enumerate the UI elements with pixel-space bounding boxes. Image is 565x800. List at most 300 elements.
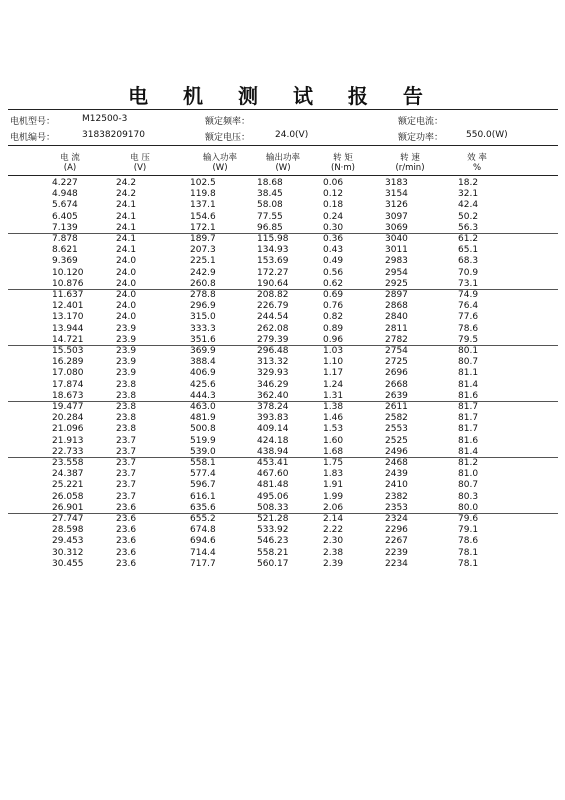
table-cell: 2811 <box>385 323 408 334</box>
table-cell: 577.4 <box>190 469 216 480</box>
table-row <box>8 458 558 469</box>
table-cell: 78.6 <box>458 536 479 547</box>
table-cell: 80.0 <box>458 502 479 513</box>
table-cell: 23.7 <box>116 458 137 468</box>
table-row <box>8 436 558 447</box>
table-cell: 61.2 <box>458 234 479 244</box>
table-row <box>8 290 558 301</box>
table-cell: 714.4 <box>190 547 216 558</box>
table-cell: 78.1 <box>458 558 479 569</box>
table-cell: 23.6 <box>116 514 137 524</box>
table-cell: 378.24 <box>257 402 289 412</box>
table-cell: 73.1 <box>458 278 479 289</box>
table-cell: 81.6 <box>458 390 479 401</box>
table-row <box>8 368 558 379</box>
column-header-unit: (W) <box>275 163 291 173</box>
divider <box>8 175 558 176</box>
table-cell: 80.7 <box>458 480 479 491</box>
table-cell: 315.0 <box>190 312 216 323</box>
table-cell: 23.7 <box>116 480 137 491</box>
table-cell: 1.75 <box>323 458 344 468</box>
table-cell: 406.9 <box>190 368 216 379</box>
table-cell: 23.6 <box>116 536 137 547</box>
table-cell: 1.24 <box>323 379 344 390</box>
table-cell: 79.5 <box>458 334 479 345</box>
table-cell: 2525 <box>385 435 408 446</box>
table-cell: 30.312 <box>52 547 84 558</box>
table-cell: 0.18 <box>323 200 344 211</box>
table-cell: 393.83 <box>257 413 289 424</box>
table-cell: 1.53 <box>323 424 344 435</box>
table-cell: 558.21 <box>257 547 289 558</box>
table-row <box>8 178 558 189</box>
table-cell: 313.32 <box>257 357 289 368</box>
table-cell: 444.3 <box>190 390 216 401</box>
table-cell: 2.30 <box>323 536 344 547</box>
table-row <box>8 514 558 525</box>
table-cell: 2.39 <box>323 558 344 569</box>
table-cell: 81.7 <box>458 424 479 435</box>
table-cell: 42.4 <box>458 200 479 211</box>
table-cell: 0.12 <box>323 189 344 200</box>
table-cell: 2840 <box>385 312 408 323</box>
table-cell: 22.733 <box>52 446 84 457</box>
table-cell: 1.99 <box>323 491 344 502</box>
table-row <box>8 301 558 312</box>
table-cell: 2468 <box>385 458 408 468</box>
table-cell: 279.39 <box>257 334 289 345</box>
table-cell: 2668 <box>385 379 408 390</box>
table-cell: 2925 <box>385 278 408 289</box>
table-cell: 519.9 <box>190 435 216 446</box>
table-cell: 2553 <box>385 424 408 435</box>
table-cell: 4.948 <box>52 189 78 200</box>
table-row <box>8 492 558 503</box>
table-cell: 50.2 <box>458 211 479 222</box>
table-cell: 56.3 <box>458 222 479 233</box>
table-cell: 0.69 <box>323 290 344 300</box>
table-cell: 23.6 <box>116 547 137 558</box>
table-cell: 225.1 <box>190 256 216 267</box>
table-cell: 453.41 <box>257 458 289 468</box>
column-header-name: 输出功率 <box>265 153 300 163</box>
table-cell: 24.387 <box>52 469 84 480</box>
table-cell: 2983 <box>385 256 408 267</box>
table-cell: 77.6 <box>458 312 479 323</box>
table-cell: 262.08 <box>257 323 289 334</box>
table-cell: 2611 <box>385 402 408 412</box>
table-cell: 5.674 <box>52 200 78 211</box>
table-cell: 0.82 <box>323 312 344 323</box>
table-cell: 3183 <box>385 178 408 188</box>
table-cell: 1.03 <box>323 346 344 356</box>
table-cell: 2897 <box>385 290 408 300</box>
column-header-name: 电 压 <box>130 153 150 163</box>
table-cell: 78.1 <box>458 547 479 558</box>
table-cell: 2353 <box>385 502 408 513</box>
table-cell: 17.080 <box>52 368 84 379</box>
table-cell: 481.9 <box>190 413 216 424</box>
table-cell: 16.289 <box>52 357 84 368</box>
table-cell: 3011 <box>385 245 408 256</box>
table-cell: 2725 <box>385 357 408 368</box>
rated-freq-label: 额定频率： <box>205 117 251 127</box>
table-cell: 495.06 <box>257 491 289 502</box>
table-cell: 1.17 <box>323 368 344 379</box>
table-cell: 2696 <box>385 368 408 379</box>
table-cell: 17.874 <box>52 379 84 390</box>
table-cell: 208.82 <box>257 290 289 300</box>
table-cell: 18.673 <box>52 390 84 401</box>
table-cell: 558.1 <box>190 458 216 468</box>
table-cell: 0.30 <box>323 222 344 233</box>
rated-current-label: 额定电流： <box>398 117 444 127</box>
table-cell: 616.1 <box>190 491 216 502</box>
table-cell: 115.98 <box>257 234 289 244</box>
table-cell: 717.7 <box>190 558 216 569</box>
table-cell: 635.6 <box>190 502 216 513</box>
table-cell: 14.721 <box>52 334 84 345</box>
table-cell: 24.0 <box>116 256 137 267</box>
table-cell: 189.7 <box>190 234 216 244</box>
table-cell: 26.058 <box>52 491 84 502</box>
column-header-name: 效 率 <box>467 153 487 163</box>
table-cell: 8.621 <box>52 245 78 256</box>
table-cell: 2.38 <box>323 547 344 558</box>
table-cell: 24.1 <box>116 200 137 211</box>
table-cell: 207.3 <box>190 245 216 256</box>
table-cell: 58.08 <box>257 200 283 211</box>
table-cell: 1.10 <box>323 357 344 368</box>
column-header-unit: (r/min) <box>395 163 425 173</box>
table-cell: 10.876 <box>52 278 84 289</box>
table-cell: 23.8 <box>116 413 137 424</box>
table-cell: 79.1 <box>458 525 479 536</box>
table-cell: 28.598 <box>52 525 84 536</box>
table-cell: 242.9 <box>190 267 216 278</box>
table-cell: 2234 <box>385 558 408 569</box>
table-cell: 0.06 <box>323 178 344 188</box>
table-cell: 24.2 <box>116 178 137 188</box>
table-cell: 260.8 <box>190 278 216 289</box>
table-cell: 68.3 <box>458 256 479 267</box>
table-cell: 1.60 <box>323 435 344 446</box>
table-cell: 278.8 <box>190 290 216 300</box>
table-row <box>8 525 558 536</box>
table-row <box>8 346 558 357</box>
table-cell: 18.68 <box>257 178 283 188</box>
column-header-unit: (V) <box>133 163 147 173</box>
table-cell: 23.8 <box>116 390 137 401</box>
table-cell: 80.7 <box>458 357 479 368</box>
table-cell: 424.18 <box>257 435 289 446</box>
table-cell: 0.49 <box>323 256 344 267</box>
table-cell: 1.83 <box>323 469 344 480</box>
table-cell: 3154 <box>385 189 408 200</box>
table-cell: 172.27 <box>257 267 289 278</box>
table-row <box>8 268 558 279</box>
table-cell: 0.56 <box>323 267 344 278</box>
table-row <box>8 357 558 368</box>
table-cell: 500.8 <box>190 424 216 435</box>
table-cell: 694.6 <box>190 536 216 547</box>
table-cell: 23.7 <box>116 435 137 446</box>
table-cell: 76.4 <box>458 301 479 312</box>
table-cell: 674.8 <box>190 525 216 536</box>
table-cell: 533.92 <box>257 525 289 536</box>
table-cell: 21.096 <box>52 424 84 435</box>
table-row <box>8 469 558 480</box>
rated-power-label: 额定功率： <box>398 133 444 143</box>
table-cell: 2410 <box>385 480 408 491</box>
table-cell: 78.6 <box>458 323 479 334</box>
table-cell: 2754 <box>385 346 408 356</box>
table-cell: 9.369 <box>52 256 78 267</box>
table-cell: 655.2 <box>190 514 216 524</box>
table-cell: 24.0 <box>116 278 137 289</box>
table-cell: 23.9 <box>116 357 137 368</box>
table-row <box>8 245 558 256</box>
table-row <box>8 536 558 547</box>
table-cell: 23.8 <box>116 379 137 390</box>
column-header-name: 电 流 <box>60 153 80 163</box>
divider <box>8 145 558 146</box>
table-cell: 102.5 <box>190 178 216 188</box>
table-cell: 172.1 <box>190 222 216 233</box>
table-cell: 3126 <box>385 200 408 211</box>
table-cell: 23.9 <box>116 323 137 334</box>
divider <box>8 109 558 110</box>
table-cell: 81.1 <box>458 368 479 379</box>
table-cell: 81.4 <box>458 446 479 457</box>
table-cell: 74.9 <box>458 290 479 300</box>
table-cell: 1.31 <box>323 390 344 401</box>
table-cell: 70.9 <box>458 267 479 278</box>
table-cell: 1.46 <box>323 413 344 424</box>
column-header-unit: (W) <box>212 163 228 173</box>
table-cell: 65.1 <box>458 245 479 256</box>
table-cell: 329.93 <box>257 368 289 379</box>
table-cell: 21.913 <box>52 435 84 446</box>
table-cell: 0.76 <box>323 301 344 312</box>
rated-voltage-label: 额定电压： <box>205 133 251 143</box>
column-header-unit: (N·m) <box>331 163 355 173</box>
table-cell: 369.9 <box>190 346 216 356</box>
table-cell: 23.8 <box>116 402 137 412</box>
table-cell: 81.7 <box>458 402 479 412</box>
table-cell: 80.1 <box>458 346 479 356</box>
table-cell: 2296 <box>385 525 408 536</box>
table-cell: 81.7 <box>458 413 479 424</box>
table-cell: 6.405 <box>52 211 78 222</box>
table-cell: 2782 <box>385 334 408 345</box>
table-cell: 24.0 <box>116 290 137 300</box>
table-cell: 362.40 <box>257 390 289 401</box>
serial-value: 31838209170 <box>82 130 145 140</box>
table-cell: 333.3 <box>190 323 216 334</box>
table-row <box>8 324 558 335</box>
table-cell: 2954 <box>385 267 408 278</box>
table-cell: 23.9 <box>116 334 137 345</box>
table-cell: 137.1 <box>190 200 216 211</box>
table-cell: 12.401 <box>52 301 84 312</box>
table-cell: 24.1 <box>116 245 137 256</box>
table-cell: 154.6 <box>190 211 216 222</box>
table-cell: 24.0 <box>116 267 137 278</box>
table-cell: 2267 <box>385 536 408 547</box>
table-cell: 24.1 <box>116 222 137 233</box>
table-cell: 30.455 <box>52 558 84 569</box>
table-cell: 2.14 <box>323 514 344 524</box>
table-cell: 546.23 <box>257 536 289 547</box>
table-cell: 226.79 <box>257 301 289 312</box>
table-cell: 2582 <box>385 413 408 424</box>
table-cell: 23.6 <box>116 502 137 513</box>
table-row <box>8 402 558 413</box>
table-cell: 20.284 <box>52 413 84 424</box>
table-cell: 25.221 <box>52 480 84 491</box>
table-row <box>8 559 558 570</box>
table-cell: 24.1 <box>116 234 137 244</box>
table-cell: 2439 <box>385 469 408 480</box>
table-cell: 0.24 <box>323 211 344 222</box>
table-cell: 23.7 <box>116 446 137 457</box>
table-cell: 81.2 <box>458 458 479 468</box>
model-value: M12500-3 <box>82 114 128 124</box>
table-cell: 23.7 <box>116 469 137 480</box>
table-row <box>8 189 558 200</box>
table-cell: 2868 <box>385 301 408 312</box>
table-cell: 4.227 <box>52 178 78 188</box>
table-row <box>8 200 558 211</box>
table-cell: 2.06 <box>323 502 344 513</box>
table-cell: 388.4 <box>190 357 216 368</box>
table-cell: 2.22 <box>323 525 344 536</box>
table-cell: 29.453 <box>52 536 84 547</box>
table-cell: 23.9 <box>116 368 137 379</box>
table-cell: 11.637 <box>52 290 84 300</box>
column-header-name: 输入功率 <box>202 153 237 163</box>
table-cell: 23.6 <box>116 525 137 536</box>
table-cell: 1.68 <box>323 446 344 457</box>
table-cell: 190.64 <box>257 278 289 289</box>
report-title: 电 机 测 试 报 告 <box>128 84 437 108</box>
table-row <box>8 212 558 223</box>
table-row <box>8 424 558 435</box>
table-cell: 119.8 <box>190 189 216 200</box>
table-row <box>8 413 558 424</box>
table-cell: 296.48 <box>257 346 289 356</box>
table-cell: 2382 <box>385 491 408 502</box>
table-cell: 15.503 <box>52 346 84 356</box>
model-label: 电机型号： <box>10 117 56 127</box>
table-cell: 351.6 <box>190 334 216 345</box>
table-cell: 19.477 <box>52 402 84 412</box>
table-cell: 81.4 <box>458 379 479 390</box>
table-cell: 0.43 <box>323 245 344 256</box>
table-cell: 10.120 <box>52 267 84 278</box>
table-cell: 409.14 <box>257 424 289 435</box>
table-cell: 425.6 <box>190 379 216 390</box>
table-cell: 7.139 <box>52 222 78 233</box>
rated-power-value: 550.0(W) <box>466 130 508 140</box>
table-cell: 539.0 <box>190 446 216 457</box>
table-cell: 596.7 <box>190 480 216 491</box>
table-cell: 2639 <box>385 390 408 401</box>
table-cell: 24.0 <box>116 301 137 312</box>
table-cell: 2496 <box>385 446 408 457</box>
table-cell: 521.28 <box>257 514 289 524</box>
table-cell: 77.55 <box>257 211 283 222</box>
table-cell: 23.8 <box>116 424 137 435</box>
table-cell: 508.33 <box>257 502 289 513</box>
table-cell: 32.1 <box>458 189 479 200</box>
rated-voltage-value: 24.0(V) <box>275 130 309 140</box>
table-cell: 81.6 <box>458 435 479 446</box>
table-cell: 27.747 <box>52 514 84 524</box>
table-cell: 467.60 <box>257 469 289 480</box>
table-row <box>8 480 558 491</box>
table-cell: 23.9 <box>116 346 137 356</box>
table-cell: 24.1 <box>116 211 137 222</box>
table-cell: 346.29 <box>257 379 289 390</box>
table-cell: 13.944 <box>52 323 84 334</box>
table-cell: 1.91 <box>323 480 344 491</box>
table-cell: 3097 <box>385 211 408 222</box>
table-cell: 2239 <box>385 547 408 558</box>
table-cell: 24.0 <box>116 312 137 323</box>
table-cell: 79.6 <box>458 514 479 524</box>
table-cell: 24.2 <box>116 189 137 200</box>
table-cell: 3069 <box>385 222 408 233</box>
table-cell: 463.0 <box>190 402 216 412</box>
table-cell: 23.7 <box>116 491 137 502</box>
table-row <box>8 380 558 391</box>
table-cell: 18.2 <box>458 178 479 188</box>
table-cell: 438.94 <box>257 446 289 457</box>
table-cell: 0.62 <box>323 278 344 289</box>
table-cell: 7.878 <box>52 234 78 244</box>
column-header-name: 转 速 <box>400 153 420 163</box>
serial-label: 电机编号： <box>10 133 56 143</box>
table-cell: 23.6 <box>116 558 137 569</box>
table-cell: 1.38 <box>323 402 344 412</box>
table-cell: 296.9 <box>190 301 216 312</box>
table-cell: 13.170 <box>52 312 84 323</box>
table-row <box>8 256 558 267</box>
column-header-unit: % <box>472 163 482 173</box>
table-cell: 0.36 <box>323 234 344 244</box>
table-cell: 0.96 <box>323 334 344 345</box>
table-cell: 80.3 <box>458 491 479 502</box>
table-cell: 134.93 <box>257 245 289 256</box>
table-cell: 244.54 <box>257 312 289 323</box>
table-row <box>8 312 558 323</box>
table-cell: 26.901 <box>52 502 84 513</box>
table-cell: 23.558 <box>52 458 84 468</box>
table-cell: 3040 <box>385 234 408 244</box>
table-cell: 81.0 <box>458 469 479 480</box>
table-cell: 38.45 <box>257 189 283 200</box>
table-cell: 96.85 <box>257 222 283 233</box>
table-cell: 560.17 <box>257 558 289 569</box>
column-header-unit: (A) <box>63 163 77 173</box>
table-cell: 0.89 <box>323 323 344 334</box>
table-cell: 2324 <box>385 514 408 524</box>
table-row <box>8 234 558 245</box>
table-row <box>8 548 558 559</box>
column-header-name: 转 矩 <box>333 153 353 163</box>
